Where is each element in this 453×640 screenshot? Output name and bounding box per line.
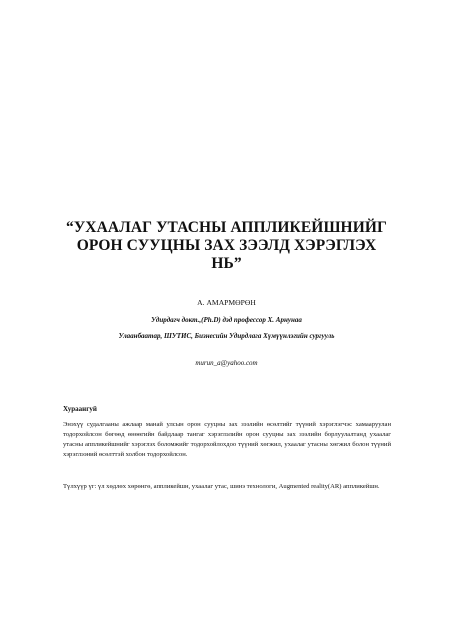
paper-title: “УХААЛАГ УТАСНЫ АППЛИКЕЙШНИЙГ ОРОН СУУЦНЫ ЗАХ ЗЭЭЛД ХЭРЭГЛЭХ НЬ” (65, 219, 387, 272)
keywords-paragraph: Түлхүүр үг: үл хөдлөх хөрөнгө, аппликейшн, ухаалаг утас, шинэ технологи, Augmented reality(AR) аппликейшн. (63, 483, 380, 490)
affiliation-line: Улаанбаатар, ШУТИС, Бизнесийн Удирдлага Хүмүүнлэгийн сургууль (118, 332, 335, 340)
abstract-heading: Хураангуй (63, 405, 97, 413)
author-name: А. АМАРМӨРӨН (197, 298, 256, 307)
abstract-body: Энэхүү судалгааны ажлаар манай улсын орон сууцны зах зээлийн өсөлтийг түүний хэрэглэгчэс хамааруулан тодорхойлсон бөгөөд өнөөгийн байдлаар тангаг хэрэглэлийн орон сууцны зах зээлийн борлуулалтанд ухаалаг утасны аппликейшнийг хэрэглэх боломжийг тодорхойлохдоо түүний хөгжил, ухаалаг утасны хөгжил болон түүний хэрэглээний өсөлттэй холбон тодорхойлсон. (63, 421, 391, 458)
author-email[interactable]: murun_a@yahoo.com (195, 359, 258, 367)
advisor-line: Удирдагч докт.,(Ph.D) дэд профессор Х. Арнунаа (151, 316, 302, 324)
